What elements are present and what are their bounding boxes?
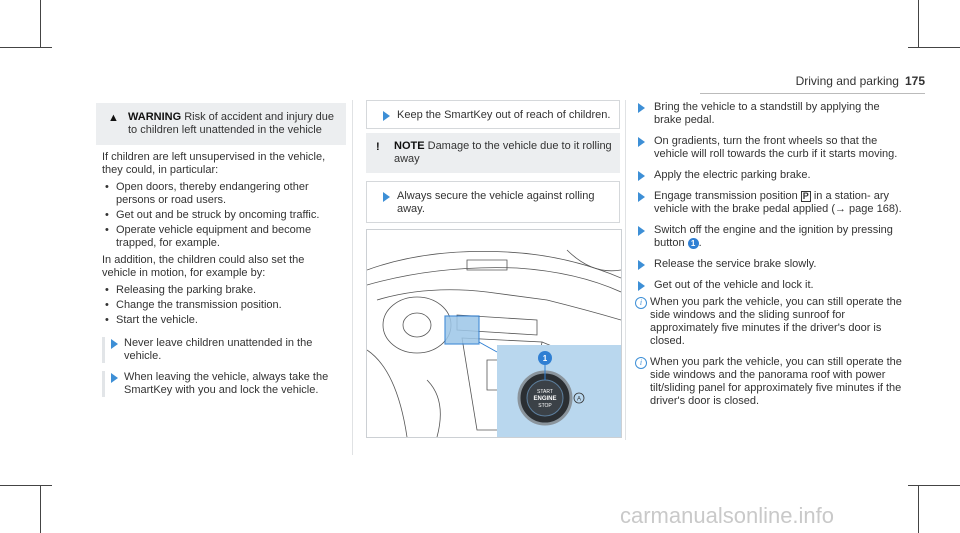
step-text: Apply the electric parking brake. [654,169,811,181]
list-item: • Operate vehicle equipment and become trapped, for example. [102,224,340,250]
callout-number: 1 [542,354,548,363]
note-text: Damage to the vehicle due to it rolling away [394,140,612,165]
column-divider [352,100,353,455]
instruction-step [632,169,907,182]
intro-text: If children are left unsupervised in the vehicle, they could, in particular: [102,151,326,176]
step-box [366,181,620,223]
step-arrow-icon [111,339,118,349]
warning-icon: ▲ [108,112,119,124]
warning-title: WARNING [128,111,182,123]
column-divider [625,100,626,440]
crop-mark [0,47,52,48]
button-label: STOP [538,403,552,409]
info-text: When you park the vehicle, you can still operate the side windows and the panorama roof with power tilt/sliding panel for approximately five minutes if the driver's door is closed. [650,356,902,407]
crop-mark [0,485,52,486]
instruction-step [632,190,907,216]
callout-number: 1 [688,238,699,249]
step-text: Engage transmission position [654,190,798,202]
button-label: ENGINE [533,396,557,402]
list-item: • Releasing the parking brake. [102,284,340,297]
info-icon: i [635,357,647,369]
instruction-step: Switch off the engine and the ignition by pressing button 1 . [632,224,907,250]
auto-stop-icon: A [576,396,582,403]
list-item: • Start the vehicle. [102,314,340,327]
column-3 [632,101,907,416]
cockpit-illustration [366,229,622,438]
step-text: When leaving the vehicle, always take the SmartKey with you and lock the vehicle. [124,371,329,396]
crop-mark [40,485,41,533]
step-text: Keep the SmartKey out of reach of children. [397,109,611,121]
step-box [366,100,620,129]
step-text: Never leave children unattended in the vehicle. [124,337,313,362]
exclamation-icon: ! [376,141,380,153]
step-text: Switch off the engine and the ignition by pressing button [654,224,893,249]
info-note [632,296,907,348]
step-text: in a station- ary vehicle with the brake pedal applied (→ page 168). [654,190,902,215]
crop-mark [918,485,919,533]
step-arrow-icon [638,137,645,147]
step-arrow-icon [638,226,645,236]
info-text: When you park the vehicle, you can still operate the side windows and the sliding sunroof for approximately five minutes if the driver's door is closed. [650,296,902,347]
warning-box [96,103,346,145]
page-header [700,74,925,88]
step-arrow-icon [383,192,390,202]
intro-text: In addition, the children could also set the vehicle in motion, for example by: [102,254,305,279]
motion-list [102,284,340,327]
list-item: • Get out and be struck by oncoming traffic. [102,209,340,222]
step-arrow-icon [638,103,645,113]
crop-mark [918,0,919,48]
step-arrow-icon [111,373,118,383]
info-icon: i [635,297,647,309]
step-arrow-icon [638,171,645,181]
column-1 [96,103,346,405]
step-text: On gradients, turn the front wheels so that the vehicle will roll towards the curb if it starts moving. [654,135,898,160]
instruction-step [632,135,907,161]
instruction-step [102,371,340,397]
step-text: Release the service brake slowly. [654,258,817,270]
instruction-step [632,258,907,271]
step-text: Get out of the vehicle and lock it. [654,279,814,291]
warning-text: Risk of accident and injury due to children left unattended in the vehicle [128,111,335,136]
header-rule [700,93,925,94]
column-2 [366,100,620,223]
instruction-step [102,337,340,363]
crop-mark [908,485,960,486]
button-label: START [537,389,553,395]
step-arrow-icon [638,260,645,270]
section-title: Driving and parking [795,74,899,88]
instruction-step [632,101,907,127]
crop-mark [40,0,41,48]
risk-list [102,181,340,250]
park-position-icon: P [802,191,809,201]
cockpit-drawing [367,230,621,437]
step-text: Always secure the vehicle against rolling away. [397,190,595,215]
info-note [632,356,907,408]
page-number: 175 [904,74,925,88]
step-arrow-icon [383,111,390,121]
note-box [366,133,620,173]
list-item: • Change the transmission position. [102,299,340,312]
step-text: Bring the vehicle to a standstill by applying the brake pedal. [654,101,880,126]
list-item: • Open doors, thereby endangering other persons or road users. [102,181,340,207]
note-title: NOTE [394,140,425,152]
instruction-step [632,279,907,292]
crop-mark [908,47,960,48]
step-arrow-icon [638,281,645,291]
watermark: carmanualsonline.info [620,503,835,528]
step-arrow-icon [638,192,645,202]
